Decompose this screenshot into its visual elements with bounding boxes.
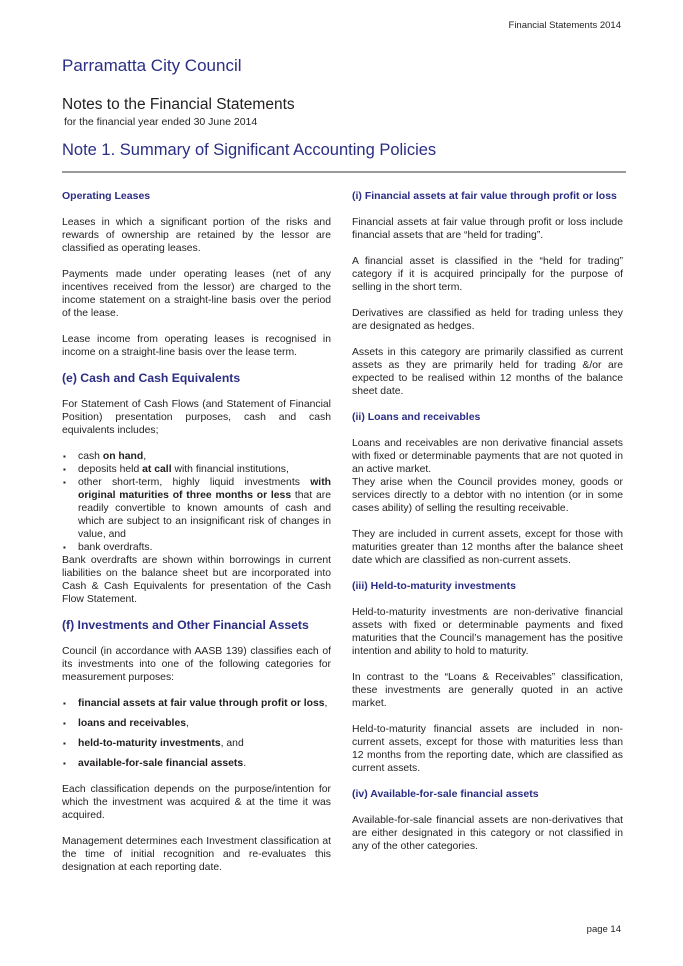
- paragraph: Derivatives are classified as held for trading unless they are designated as hedges.: [352, 308, 623, 332]
- section-divider: [62, 171, 626, 173]
- organisation-name: Parramatta City Council: [62, 56, 242, 75]
- paragraph: Payments made under operating leases (net of any incentives received from the lessor) are charged to the income statement on a straight-line basis over the period of the lease.: [62, 269, 331, 319]
- investments-heading: (f) Investments and Other Financial Assets: [62, 618, 309, 632]
- list-item: ▪ deposits held at call with financial institutions,: [62, 463, 331, 476]
- list-item: ▪ held-to-maturity investments, and: [62, 737, 331, 750]
- document-title: Notes to the Financial Statements: [62, 96, 295, 113]
- investment-categories-list: [62, 697, 331, 770]
- loans-receivables-heading: (ii) Loans and receivables: [352, 411, 481, 423]
- list-item: ▪ other short-term, highly liquid investments with original maturities of three months or less that are readily convertible to known amounts of cash and which are subject to an insignificant risk of changes in value, and: [62, 476, 331, 541]
- cash-equivalents-heading: (e) Cash and Cash Equivalents: [62, 371, 241, 385]
- list-item: ▪ cash on hand,: [62, 450, 331, 463]
- available-for-sale-heading: (iv) Available-for-sale financial assets: [352, 788, 539, 800]
- paragraph: Assets in this category are primarily classified as current assets as they are primarily held for trading &/or are expected to be realised within 12 months of the balance sheet date.: [352, 347, 623, 397]
- running-header: Financial Statements 2014: [508, 20, 621, 31]
- cash-items-list: [62, 450, 331, 554]
- paragraph: Council (in accordance with AASB 139) classifies each of its investments into one of the following categories for measurement purposes:: [62, 646, 331, 683]
- document-subtitle: for the financial year ended 30 June 2014: [64, 116, 258, 128]
- paragraph: They arise when the Council provides money, goods or services directly to a debtor with no intention (or in some cases ability) of selling the resulting receivable.: [352, 477, 623, 514]
- paragraph: Leases in which a significant portion of the risks and rewards of ownership are retained by the lessor are classified as operating leases.: [62, 217, 331, 254]
- paragraph: For Statement of Cash Flows (and Statement of Financial Position) presentation purposes, cash and cash equivalents includes;: [62, 399, 331, 436]
- page-number: page 14: [586, 924, 621, 935]
- held-to-maturity-heading: (iii) Held-to-maturity investments: [352, 580, 516, 592]
- paragraph: In contrast to the “Loans & Receivables” classification, these investments are generally quoted in an active market.: [352, 672, 623, 709]
- paragraph: They are included in current assets, except for those with maturities greater than 12 months after the balance sheet date which are classified as non-current assets.: [352, 529, 623, 566]
- paragraph: A financial asset is classified in the “held for trading” category if it is acquired principally for the purpose of selling in the short term.: [352, 256, 623, 293]
- paragraph: Available-for-sale financial assets are non-derivatives that are either designated in this category or not classified in any of the other categories.: [352, 815, 623, 852]
- left-column: [62, 190, 331, 887]
- list-item: ▪ financial assets at fair value through profit or loss,: [62, 697, 331, 710]
- paragraph: Held-to-maturity investments are non-derivative financial assets with fixed or determinable payments and fixed maturities that the Council’s management has the positive intention and ability to hold to maturity.: [352, 607, 623, 657]
- list-item: ▪ loans and receivables,: [62, 717, 331, 730]
- list-item: ▪ available-for-sale financial assets.: [62, 757, 331, 770]
- paragraph: Bank overdrafts are shown within borrowings in current liabilities on the balance sheet but are incorporated into Cash & Cash Equivalents for presentation of the Cash Flow Statement.: [62, 555, 331, 605]
- paragraph: Each classification depends on the purpose/intention for which the investment was acquired & at the time it was acquired.: [62, 784, 331, 821]
- paragraph: Management determines each Investment classification at the time of initial recognition and re-evaluates this designation at each reporting date.: [62, 836, 331, 873]
- list-item: ▪ bank overdrafts.: [62, 541, 331, 554]
- paragraph: Lease income from operating leases is recognised in income on a straight-line basis over the lease term.: [62, 334, 331, 358]
- paragraph: Held-to-maturity financial assets are included in non-current assets, except for those with maturities less than 12 months from the reporting date, which are classified as current assets.: [352, 724, 623, 774]
- paragraph: Financial assets at fair value through profit or loss include financial assets that are “held for trading”.: [352, 217, 623, 241]
- operating-leases-heading: Operating Leases: [62, 190, 151, 202]
- paragraph: Loans and receivables are non derivative financial assets with fixed or determinable payments that are not quoted in an active market.: [352, 438, 623, 475]
- right-column: [352, 190, 623, 866]
- fvtpl-heading: (i) Financial assets at fair value through profit or loss: [352, 190, 617, 202]
- note-heading: Note 1. Summary of Significant Accounting Policies: [62, 141, 437, 159]
